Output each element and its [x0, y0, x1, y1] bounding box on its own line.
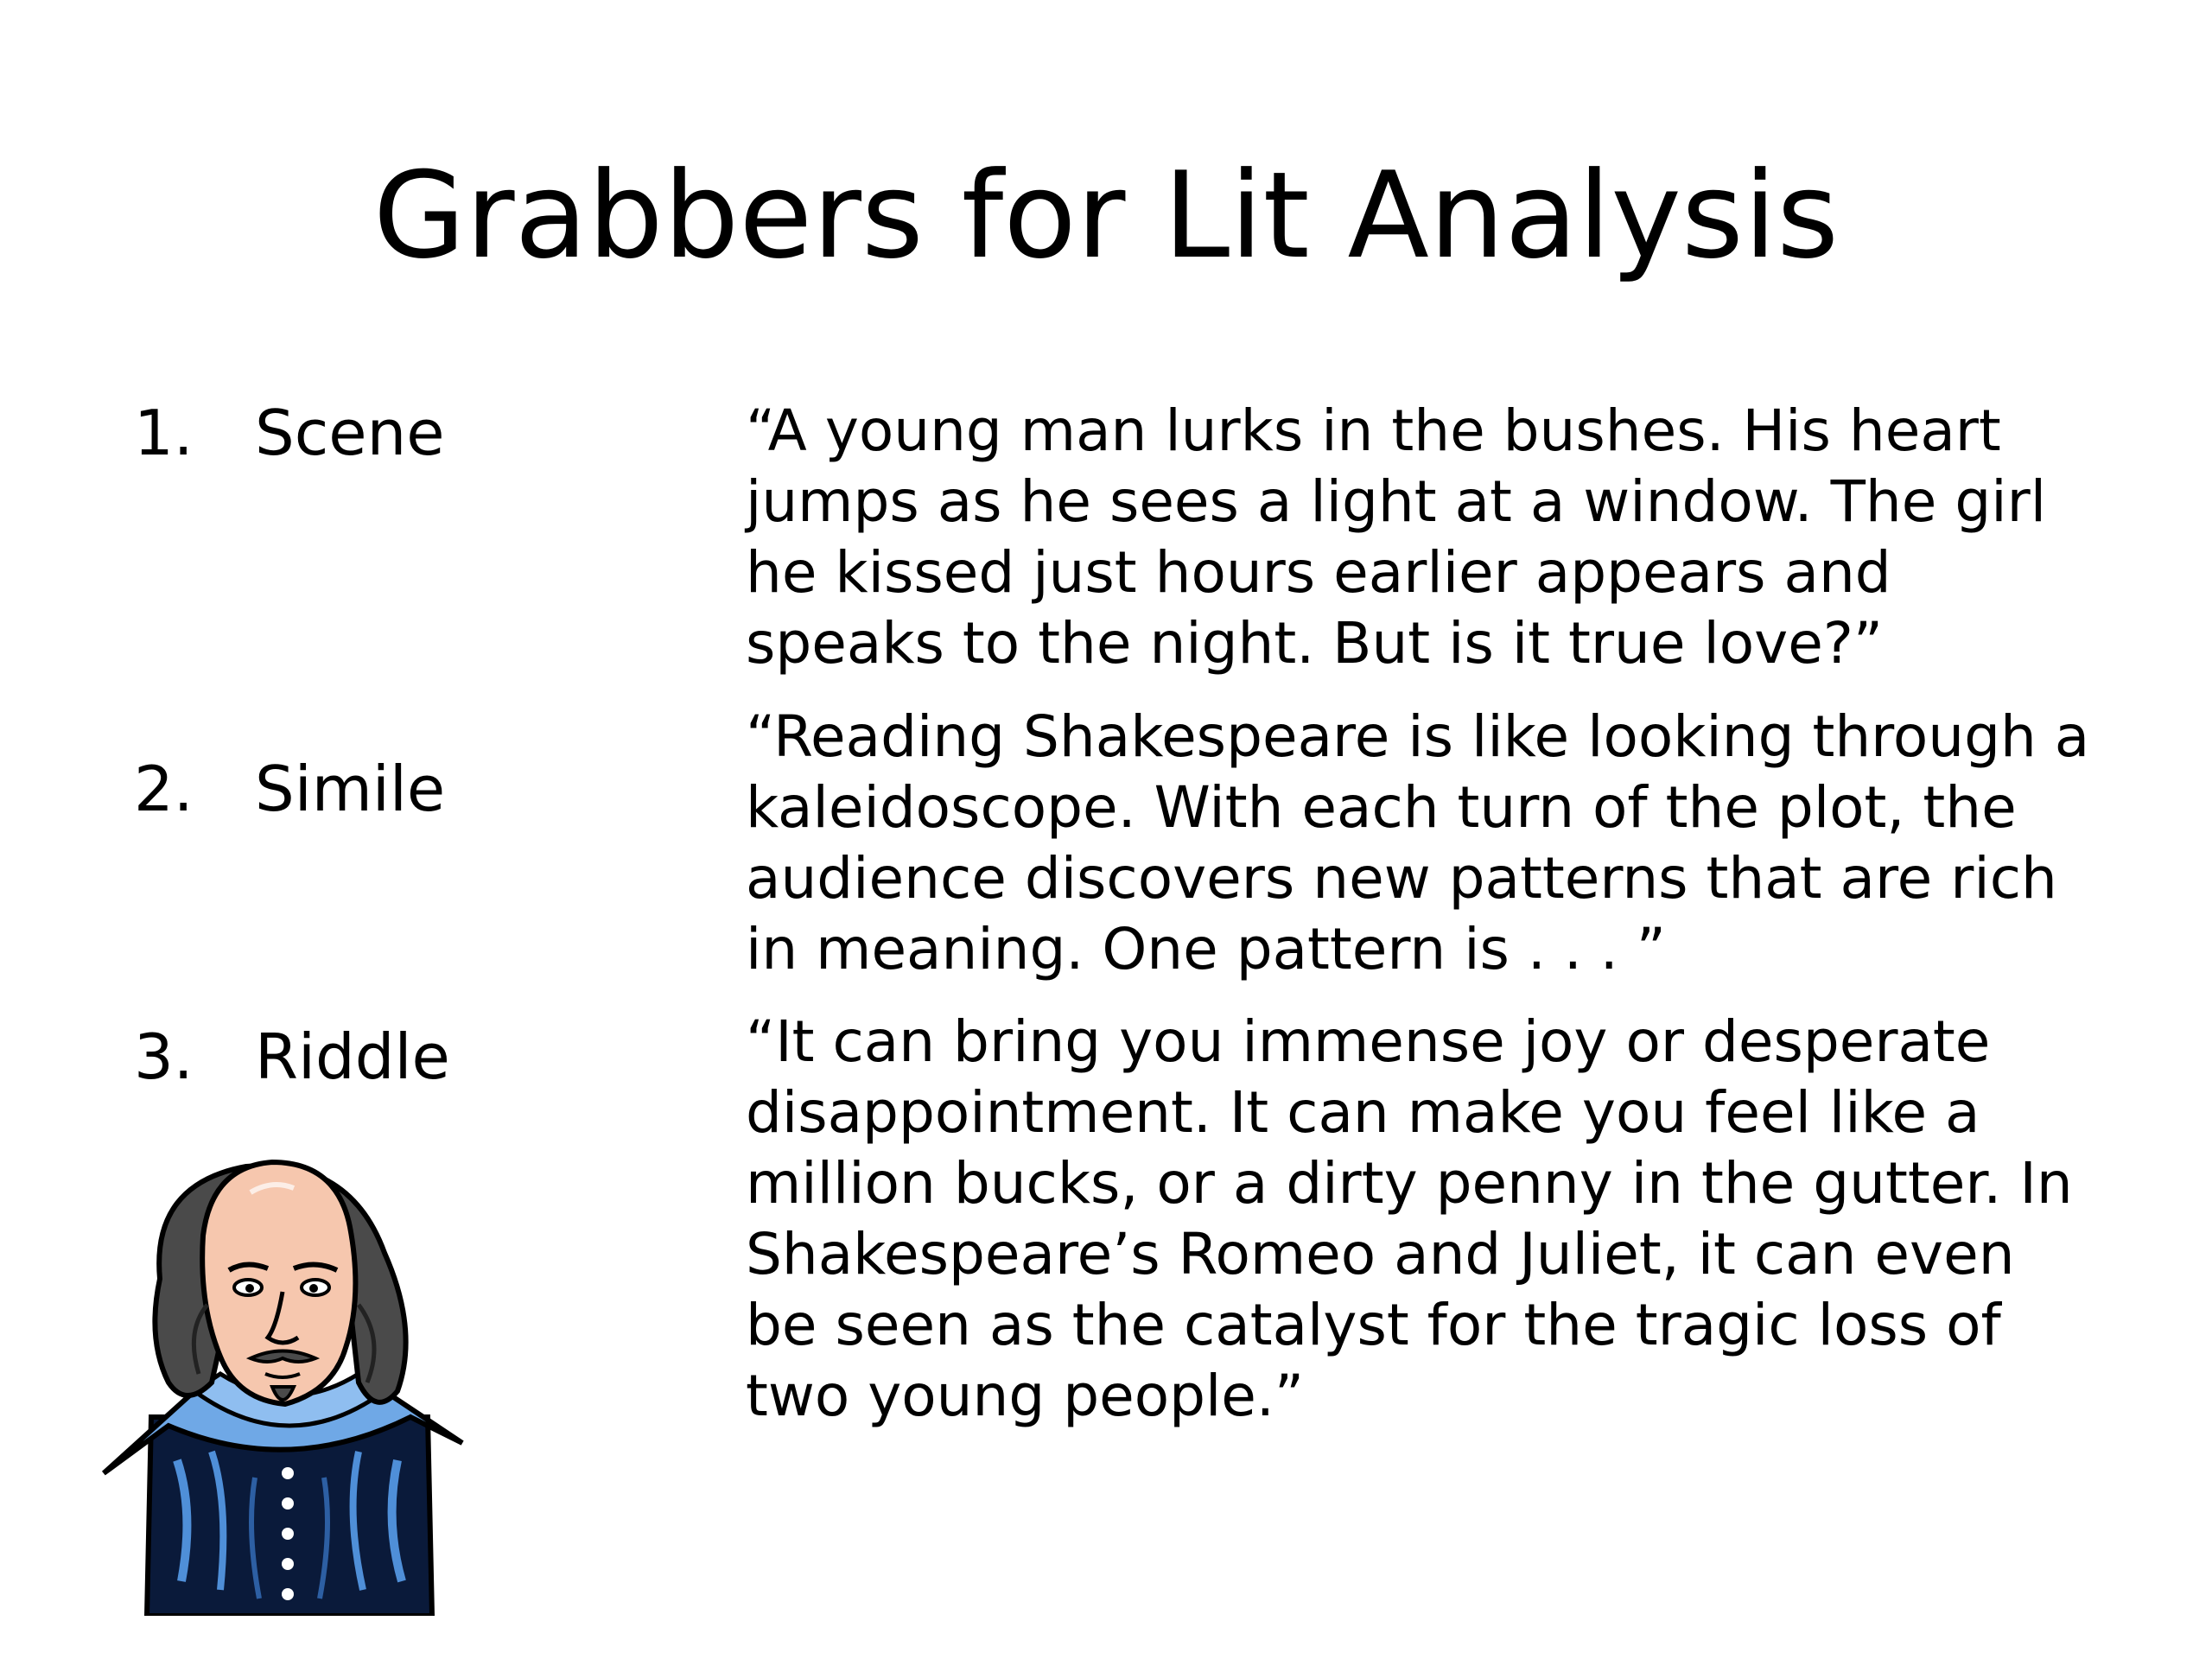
item-label: Scene: [255, 397, 445, 469]
quote-line: he kissed just hours earlier appears and: [746, 539, 1891, 606]
quote-line: “A young man lurks in the bushes. His heart: [746, 397, 2001, 464]
quote-line: jumps as he sees a light at a window. The girl: [746, 468, 2047, 535]
item-scene: [134, 396, 445, 470]
quote-riddle: [746, 1007, 2163, 1432]
quote-line: kaleidoscope. With each turn of the plot, the: [746, 774, 2017, 841]
quote-line: audience discovers new patterns that are rich: [746, 845, 2057, 912]
quote-scene: [746, 396, 2163, 679]
quote-line: in meaning. One pattern is . . . ”: [746, 916, 1666, 982]
quote-line: “It can bring you immense joy or desperate: [746, 1008, 1991, 1075]
quote-line: be seen as the catalyst for the tragic loss of: [746, 1292, 2001, 1358]
slide-title: Grabbers for Lit Analysis: [372, 146, 1840, 285]
quote-simile: [746, 702, 2163, 985]
item-number: 3.: [134, 1020, 194, 1093]
quote-line: disappointment. It can make you feel like a: [746, 1079, 1980, 1146]
quote-line: two young people.”: [746, 1363, 1305, 1429]
quote-line: “Reading Shakespeare is like looking through a: [746, 703, 2090, 770]
item-label: Simile: [255, 753, 446, 825]
quote-line: Shakespeare’s Romeo and Juliet, it can even: [746, 1221, 2015, 1287]
item-riddle: [134, 1020, 450, 1094]
item-simile: [134, 752, 445, 826]
shakespeare-portrait-icon: [99, 1132, 480, 1616]
quote-line: million bucks, or a dirty penny in the gutter. In: [746, 1150, 2073, 1217]
quote-line: speaks to the night. But is it true love?”: [746, 610, 1884, 677]
face: [202, 1162, 355, 1404]
item-number: 1.: [134, 397, 194, 469]
item-number: 2.: [134, 753, 194, 825]
item-label: Riddle: [255, 1020, 450, 1093]
